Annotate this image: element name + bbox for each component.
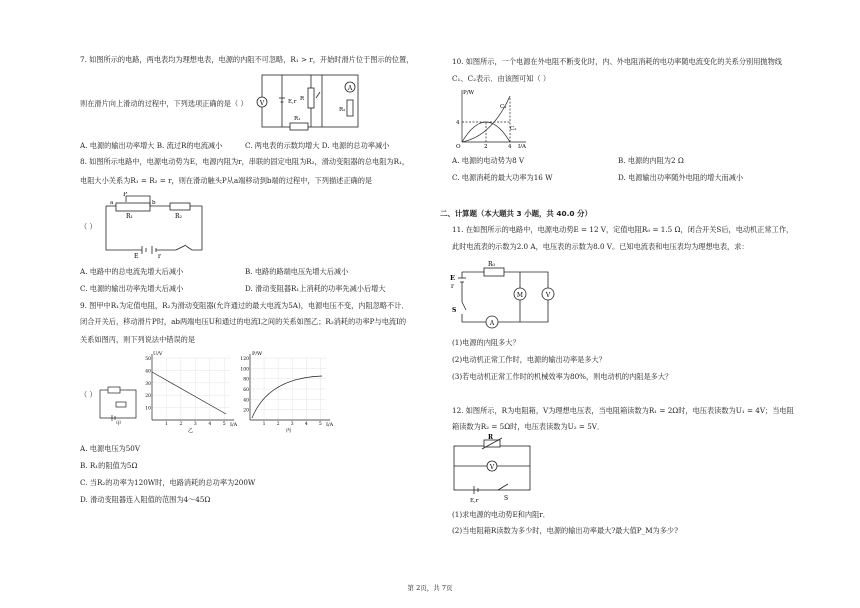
q12-switch-label: S [504, 495, 509, 502]
q12-circuit-figure [448, 432, 538, 504]
y-tick-label: 30 [145, 381, 151, 387]
q7-text-line2: 则在滑片向上滑动的过程中，下列选项正确的是（ ） [80, 99, 248, 108]
q11-r-label: r [451, 283, 454, 290]
q11-text-line2: 此时电流表的示数为2.0 A，电压表的示数为8.0 V。已知电流表和电压表均为理想电表，求： [452, 242, 749, 251]
q11-circuit-figure [448, 258, 556, 330]
q9-bracket: （ ） [80, 390, 97, 399]
q11-sub1: (1)电源的内阻多大？ [452, 338, 520, 347]
q9-jia-label: 甲 [116, 421, 122, 426]
q9-circuit-jia [96, 382, 142, 426]
page-footer: 第 2页，共 7页 [407, 584, 453, 592]
y-tick-label: 40 [145, 369, 151, 375]
q10-option-c: C. 电源消耗的最大功率为16 W [452, 173, 553, 182]
q10-y4-label: 4 [456, 120, 460, 126]
q7-r2-label: R₂ [339, 107, 346, 113]
x-tick-label: 2 [276, 422, 280, 427]
y-tick-label: 120 [240, 357, 249, 362]
q11-r0-label: R₀ [488, 261, 495, 268]
q10-c2-label: C₂ [510, 126, 517, 132]
q8-r-label: r [158, 253, 161, 260]
q10-xlabel: I/A [518, 144, 526, 148]
q9-yi-ylabel: U/V [153, 351, 163, 357]
section-title-calc: 二、计算题（本大题共 3 小题，共 40.0 分） [440, 209, 592, 218]
q12-sub1: (1)求电源的电动势E和内阻r． [452, 510, 550, 519]
q9-text-line2: 闭合开关后，移动滑片P时，ab两端电压U和通过的电流I之间的关系如图乙；R₂消耗的功率P与电流I的 [80, 317, 407, 326]
q12-source-label: E,r [470, 498, 479, 504]
q8-bracket: （ ） [80, 222, 97, 231]
q9-chart-yi [142, 350, 238, 434]
x-tick-label: 5 [318, 422, 322, 427]
q7-source-label: E,r [288, 99, 297, 105]
y-tick-label: 40 [243, 398, 249, 404]
q8-r1-label: R₁ [126, 213, 133, 220]
y-tick-label: 20 [145, 394, 151, 400]
q12-sub2: (2)当电阻箱R读数为多少时，电源的输出功率最大?最大值P_M为多少? [452, 526, 678, 535]
y-tick-label: 100 [240, 367, 249, 373]
q10-power-graph [452, 86, 532, 148]
x-tick-label: 4 [208, 422, 212, 427]
q8-option-a: A. 电路中的总电流先增大后减小 [80, 267, 184, 276]
x-tick-label: 3 [290, 422, 294, 427]
q12-voltmeter-label: V [489, 464, 495, 471]
q12-r-label: R [488, 434, 493, 441]
q8-slider-label: P [123, 192, 128, 198]
q9-option-d: D. 滑动变阻器连入阻值的范围为4～45Ω [80, 495, 211, 504]
q11-motor-label: M [516, 292, 524, 299]
q8-text-line1: 8. 如图所示电路中，电源电动势为E，电源内阻为r，串联的固定电阻为R₂，滑动变阻器的总电阻为R₁， [80, 157, 410, 166]
q7-r1-label: R₁ [294, 116, 301, 122]
x-tick-label: 4 [304, 422, 308, 427]
q9-option-b: B. R₁的阻值为5Ω [80, 461, 138, 470]
q9-text-line3: 关系如图丙，则下列说法中错误的是 [80, 335, 196, 344]
q8-option-d: D. 滑动变阻器R₁上消耗的功率先减小后增大 [245, 284, 386, 293]
q11-switch-label: S [452, 307, 457, 314]
q8-a-label: a [110, 200, 114, 206]
y-tick-label: 60 [243, 388, 249, 393]
q9-yi-caption: 乙 [188, 428, 194, 434]
q9-bing-ylabel: P/W [252, 351, 263, 357]
q10-text-line1: 10. 如图所示，一个电源在外电阻不断变化时，内、外电阻消耗的电功率随电流变化的关系分别用抛物线 [452, 57, 782, 66]
q9-text-line1: 9. 图甲中R₁为定值电阻，R₂为滑动变阻器(允许通过的最大电流为5A)，电源电压不变，内阻忽略不计． [80, 301, 409, 310]
x-tick-label: 2 [179, 422, 183, 427]
q11-voltmeter-label: V [545, 292, 551, 299]
x-tick-label: 1 [262, 422, 266, 427]
q10-c1-label: C₁ [500, 104, 507, 110]
x-tick-label: 5 [222, 422, 226, 427]
q9-bing-xlabel: I/A [326, 422, 334, 428]
q10-origin-label: O [456, 144, 461, 148]
q10-option-b: B. 电源的内阻为2 Ω [618, 156, 684, 165]
q9-chart-bing [238, 350, 334, 434]
q9-yi-xlabel: I/A [230, 422, 238, 428]
q9-option-a: A. 电源电压为50V [80, 444, 141, 453]
q9-bing-caption: 丙 [286, 428, 292, 434]
q7-options-cd: C. 两电表的示数均增大 D. 电源的总功率减小 [245, 141, 390, 150]
q7-voltmeter-label: V [259, 100, 265, 107]
q7-ammeter-label: A [347, 85, 353, 92]
y-tick-label: 50 [145, 357, 151, 362]
q11-sub2: (2)电动机正常工作时，电源的输出功率是多大？ [452, 355, 606, 364]
q12-text-line1: 12. 如图所示，R为电阻箱，V为理想电压表，当电阻箱读数为R₁ = 2Ω时，电压表读数为U₁ = 4V；当电阻 [452, 406, 794, 415]
y-tick-label: 80 [243, 377, 249, 383]
q8-e-label: E [134, 253, 139, 260]
q7-rheostat-label: R [300, 96, 305, 102]
x-tick-label: 1 [165, 422, 168, 427]
q8-circuit-figure [98, 192, 210, 260]
q8-text-line2: 电阻大小关系为R₁ = R₂ = r，则在滑动触头P从a端移动到b端的过程中，下列描述正确的是 [80, 176, 373, 185]
q10-x4-label: 4 [508, 144, 512, 148]
q11-text-line1: 11. 在如图所示的电路中，电源电动势E = 12 V，定值电阻R₀ = 1.5 Ω，闭合开关S后，电动机正常工作， [452, 225, 794, 234]
q8-b-label: b [152, 200, 156, 206]
q10-x2-label: 2 [484, 144, 488, 148]
q10-text-line2: C₁、C₂表示．由该图可知（ ） [452, 74, 551, 83]
q8-r2-label: R₂ [175, 213, 182, 220]
q7-options-ab: A. 电源的输出功率增大 B. 流过R的电流减小 [80, 141, 223, 150]
x-tick-label: 3 [193, 422, 197, 427]
q9-option-c: C. 当R₂的功率为120W时，电路消耗的总功率为200W [80, 478, 256, 487]
q8-option-c: C. 电源的输出功率先增大后减小 [80, 284, 184, 293]
q7-circuit-figure [250, 72, 365, 134]
q10-option-a: A. 电源的电动势为8 V [452, 156, 525, 165]
q10-ylabel: P/W [463, 90, 475, 96]
q11-ammeter-label: A [489, 320, 495, 327]
q10-option-d: D. 电源输出功率随外电阻的增大而减小 [618, 173, 744, 182]
q7-text-line1: 7. 如图所示的电路，两电表均为理想电表，电源的内阻不可忽略，R₁ > r，开始时滑片位于图示的位置， [80, 55, 414, 64]
q11-e-label: E [450, 274, 455, 282]
y-tick-label: 20 [243, 408, 249, 414]
q11-sub3: (3)若电动机正常工作时的机械效率为80%，则电动机的内阻是多大？ [452, 372, 673, 381]
q8-option-b: B. 电路的路端电压先增大后减小 [245, 267, 349, 276]
y-tick-label: 10 [145, 406, 151, 412]
q12-text-line2: 箱读数为R₂ = 5Ω时，电压表读数为U₂ = 5V． [452, 422, 605, 431]
